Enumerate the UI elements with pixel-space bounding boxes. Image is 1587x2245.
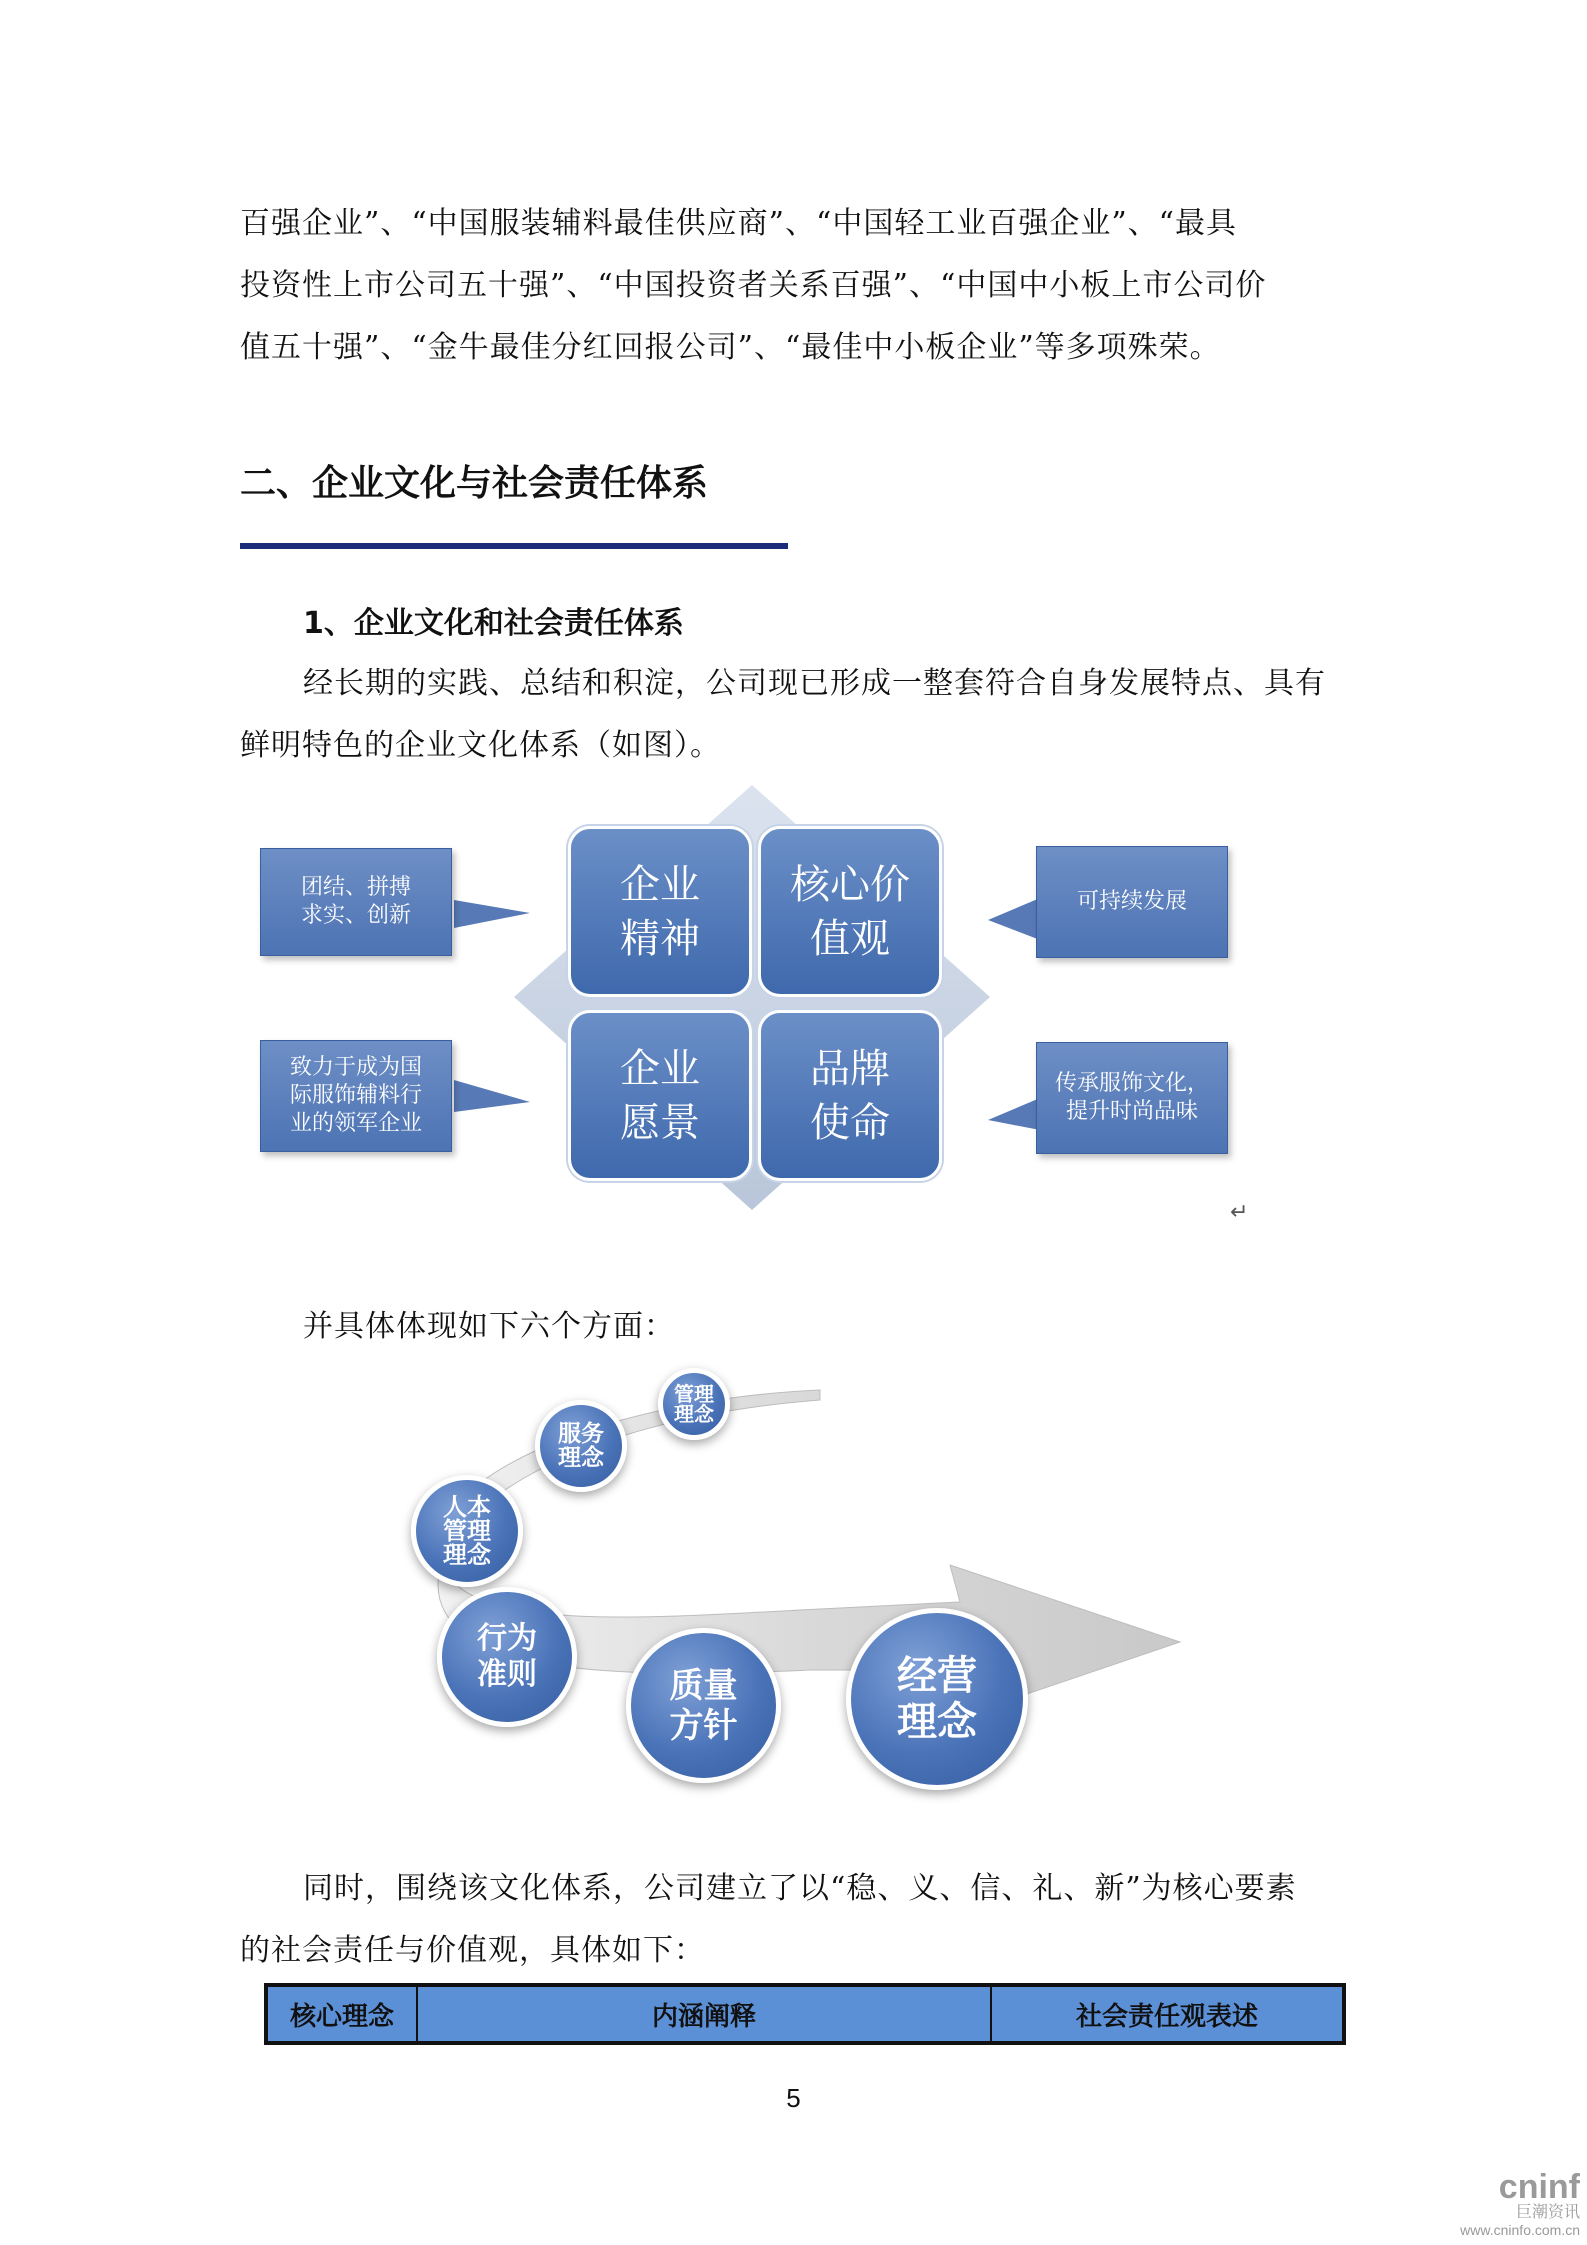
callout-team-spirit xyxy=(260,848,452,956)
page-number: 5 xyxy=(786,2083,801,2113)
bubble-people-management-label: 人本管理理念 xyxy=(443,1493,491,1569)
watermark-brand: cninf xyxy=(1498,2168,1580,2206)
quadrant-core-values xyxy=(758,826,942,997)
bubble-service-philosophy xyxy=(535,1400,627,1492)
callout-pointer-top-left xyxy=(454,900,530,928)
callout-pointer-top-right xyxy=(988,898,1040,940)
callout-sustainable-development xyxy=(1036,846,1228,958)
paragraph-return-mark: ↵ xyxy=(1230,1200,1249,1225)
intro-line-3: 值五十强”、“金牛最佳分红回报公司”、“最佳中小板企业”等多项殊荣。 xyxy=(240,330,1221,365)
culture-paragraph xyxy=(240,653,1350,777)
callout-vision-statement xyxy=(260,1040,452,1152)
culture-diagram xyxy=(240,780,1240,1220)
header-core-concept: 核心理念 xyxy=(266,1985,417,2043)
bubble-code-of-conduct-label: 行为准则 xyxy=(477,1621,537,1692)
callout-brand-statement-text: 传承服饰文化，提升时尚品味 xyxy=(1054,1071,1209,1124)
cninfo-watermark-logo xyxy=(1440,2170,1580,2240)
callout-team-spirit-text: 团结、拼搏求实、创新 xyxy=(300,875,411,928)
section-title: 二、企业文化与社会责任体系 xyxy=(240,463,709,504)
bubble-management-philosophy-label: 管理理念 xyxy=(674,1382,714,1426)
bubble-people-management xyxy=(411,1475,523,1587)
bubble-quality-policy xyxy=(626,1628,781,1783)
values-line-2: 的社会责任与价值观，具体如下： xyxy=(240,1933,705,1968)
subsection-title: 1、企业文化和社会责任体系 xyxy=(303,606,684,641)
quadrant-core-values-label: 核心价值观 xyxy=(790,861,910,962)
bubble-service-philosophy-label: 服务理念 xyxy=(558,1421,604,1471)
bubble-quality-policy-label: 质量方针 xyxy=(669,1665,738,1746)
culture-line-1: 经长期的实践、总结和积淀，公司现已形成一整套符合自身发展特点、具有 xyxy=(303,666,1326,701)
culture-line-2: 鲜明特色的企业文化体系（如图）。 xyxy=(240,728,721,763)
bubble-business-philosophy xyxy=(846,1608,1028,1790)
bubble-management-philosophy xyxy=(658,1368,730,1440)
quadrant-brand-mission xyxy=(758,1010,942,1181)
values-line-1: 同时，围绕该文化体系，公司建立了以“稳、义、信、礼、新”为核心要素 xyxy=(303,1871,1297,1906)
quadrant-brand-mission-label: 品牌使命 xyxy=(810,1045,890,1146)
intro-line-1: 百强企业”、“中国服装辅料最佳供应商”、“中国轻工业百强企业”、“最具 xyxy=(240,206,1238,241)
callout-pointer-bottom-left xyxy=(454,1080,530,1112)
table-header-row xyxy=(266,1985,1344,2043)
intro-line-2: 投资性上市公司五十强”、“中国投资者关系百强”、“中国中小板上市公司价 xyxy=(240,268,1267,303)
intro-paragraph xyxy=(240,193,1350,379)
section-title-underline xyxy=(240,543,788,549)
quadrant-enterprise-spirit-label: 企业精神 xyxy=(620,861,700,962)
six-aspects-diagram xyxy=(400,1370,1220,1840)
quadrant-enterprise-spirit xyxy=(568,826,752,997)
quadrant-enterprise-vision xyxy=(568,1010,752,1181)
header-social-responsibility: 社会责任观表述 xyxy=(991,1985,1344,2043)
callout-sustainable-development-text: 可持续发展 xyxy=(1076,889,1187,914)
watermark-url: www.cninfo.com.cn xyxy=(1460,2222,1580,2238)
header-meaning: 内涵阐释 xyxy=(417,1985,991,2043)
callout-pointer-bottom-right xyxy=(988,1098,1040,1130)
bubble-code-of-conduct xyxy=(437,1587,577,1727)
values-paragraph xyxy=(240,1858,1350,1982)
callout-brand-statement xyxy=(1036,1042,1228,1154)
core-values-table xyxy=(264,1983,1346,2045)
bubble-business-philosophy-label: 经营理念 xyxy=(897,1653,977,1745)
watermark-chinese: 巨潮资讯 xyxy=(1515,2204,1580,2221)
quadrant-enterprise-vision-label: 企业愿景 xyxy=(620,1045,700,1146)
callout-vision-statement-text: 致力于成为国际服饰辅料行业的领军企业 xyxy=(289,1055,422,1136)
six-aspects-intro: 并具体体现如下六个方面： xyxy=(303,1309,675,1344)
